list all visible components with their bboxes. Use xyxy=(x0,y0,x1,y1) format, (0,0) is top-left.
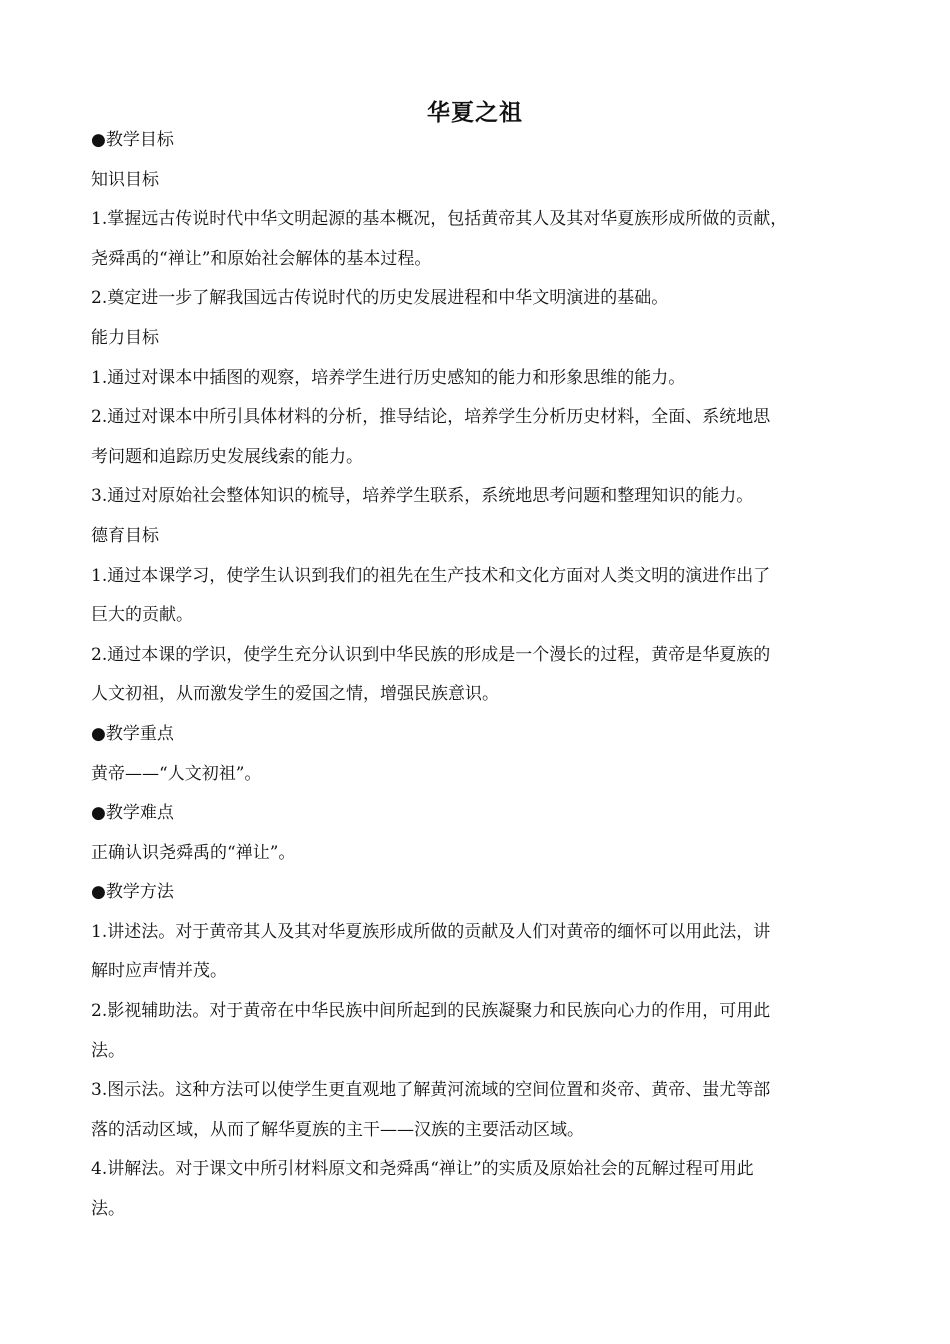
text-line: 解时应声情并茂。 xyxy=(91,961,227,982)
text-line: 1.掌握远古传说时代中华文明起源的基本概况，包括黄帝其人及其对华夏族形成所做的贡献， xyxy=(91,209,788,230)
text-line: 巨大的贡献。 xyxy=(91,605,193,626)
text-line: 法。 xyxy=(91,1199,125,1220)
text-line: 1.通过对课本中插图的观察，培养学生进行历史感知的能力和形象思维的能力。 xyxy=(91,367,686,388)
section-heading-key-points: ●教学重点 xyxy=(91,723,174,744)
section-heading-teaching-methods: ●教学方法 xyxy=(91,882,174,903)
text-line: 1.通过本课学习，使学生认识到我们的祖先在生产技术和文化方面对人类文明的演进作出了 xyxy=(91,565,771,586)
subheading-moral-goals: 德育目标 xyxy=(91,525,159,546)
text-line: 3.图示法。这种方法可以使学生更直观地了解黄河流域的空间位置和炎帝、黄帝、蚩尤等部 xyxy=(91,1080,771,1101)
text-line: 2.通过对课本中所引具体材料的分析，推导结论，培养学生分析历史材料，全面、系统地思 xyxy=(91,407,771,428)
text-line: 2.通过本课的学识，使学生充分认识到中华民族的形成是一个漫长的过程，黄帝是华夏族的 xyxy=(91,644,771,665)
text-line: 2.影视辅助法。对于黄帝在中华民族中间所起到的民族凝聚力和民族向心力的作用，可用此 xyxy=(91,1001,771,1022)
document-body xyxy=(91,121,871,1230)
text-line: 人文初祖，从而激发学生的爱国之情，增强民族意识。 xyxy=(91,684,499,705)
text-line: 1.讲述法。对于黄帝其人及其对华夏族形成所做的贡献及人们对黄帝的缅怀可以用此法，讲 xyxy=(91,921,771,942)
text-line: 2.奠定进一步了解我国远古传说时代的历史发展进程和中华文明演进的基础。 xyxy=(91,288,669,309)
text-line: 法。 xyxy=(91,1040,125,1061)
subheading-knowledge-goals: 知识目标 xyxy=(91,169,159,190)
page-title: 华夏之祖 xyxy=(427,100,523,126)
text-line: 落的活动区域，从而了解华夏族的主干——汉族的主要活动区域。 xyxy=(91,1119,584,1140)
text-line: 考问题和追踪历史发展线索的能力。 xyxy=(91,446,363,467)
text-line: 正确认识尧舜禹的“禅让”。 xyxy=(91,842,296,863)
subheading-ability-goals: 能力目标 xyxy=(91,327,159,348)
text-line: 黄帝——“人文初祖”。 xyxy=(91,763,262,784)
section-heading-teaching-goals: ●教学目标 xyxy=(91,130,174,150)
text-line: 3.通过对原始社会整体知识的梳导，培养学生联系，系统地思考问题和整理知识的能力。 xyxy=(91,486,754,507)
text-line: 尧舜禹的“禅让”和原始社会解体的基本过程。 xyxy=(91,248,432,269)
text-line: 4.讲解法。对于课文中所引材料原文和尧舜禹“禅让”的实质及原始社会的瓦解过程可用此 xyxy=(91,1159,754,1180)
section-heading-difficult-points: ●教学难点 xyxy=(91,803,174,824)
